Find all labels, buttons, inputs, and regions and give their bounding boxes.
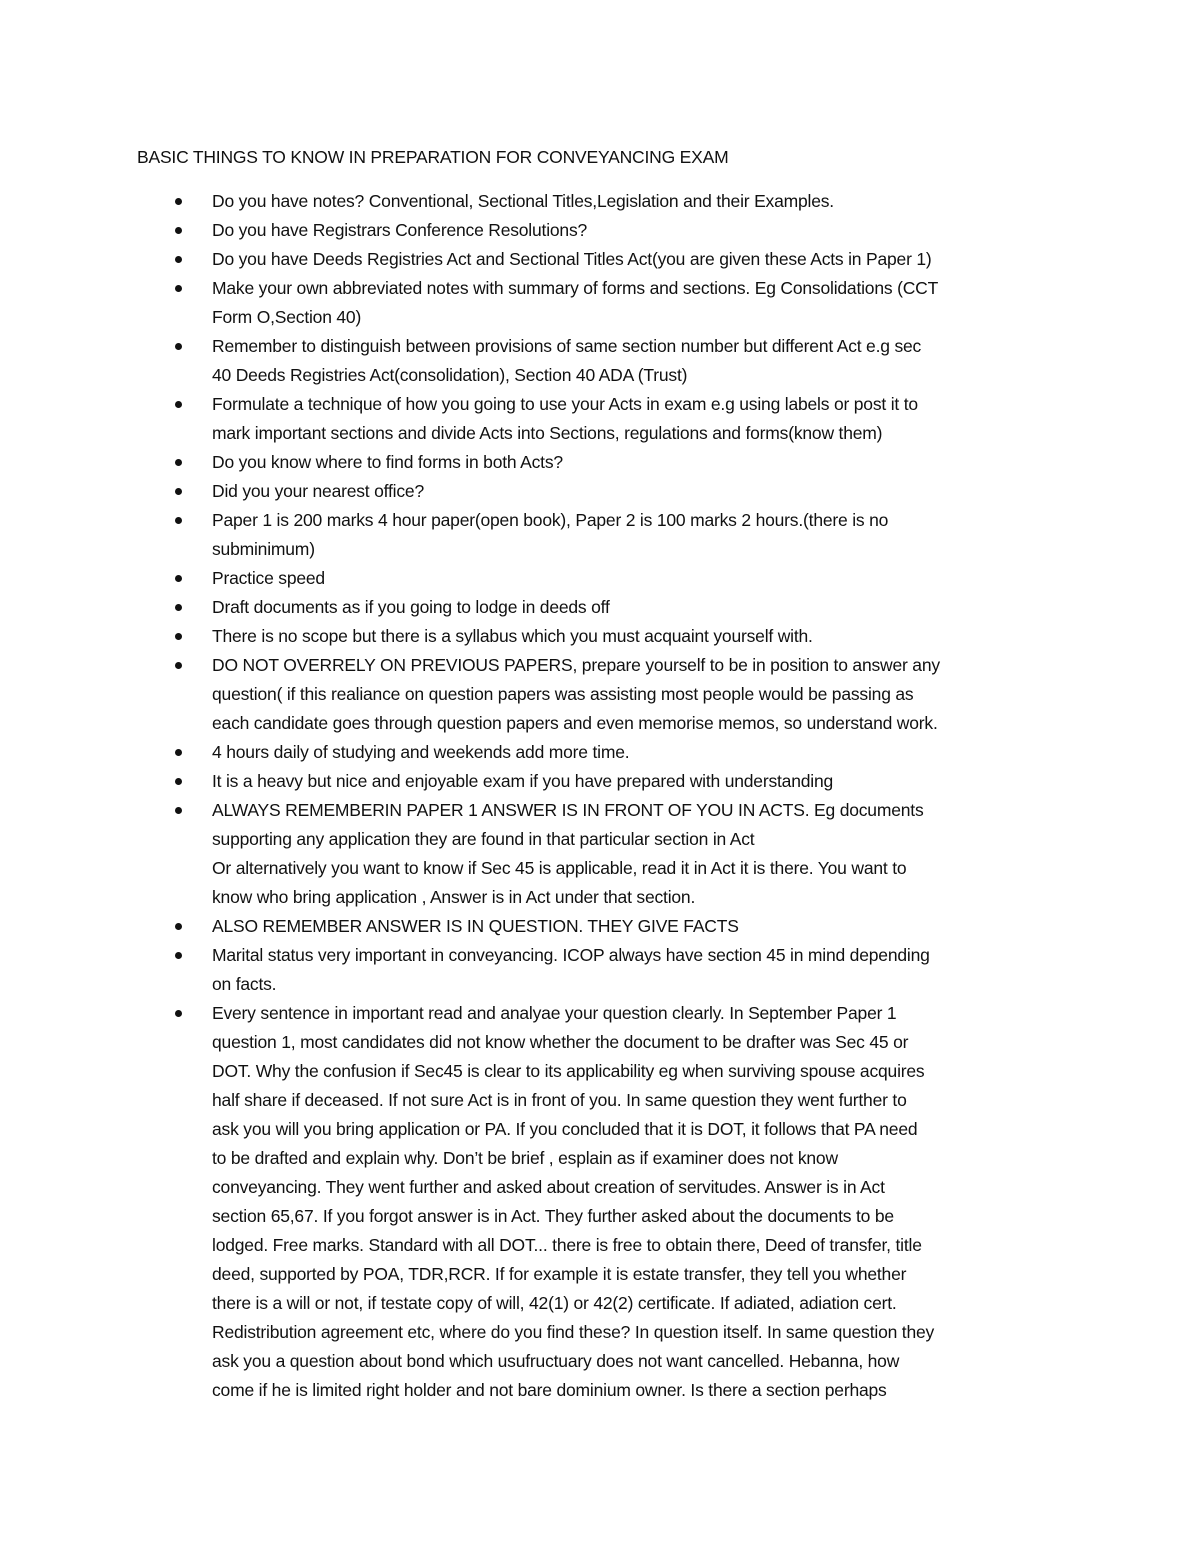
list-item-text-line: Do you know where to find forms in both Acts? xyxy=(212,452,563,472)
bullet-icon xyxy=(175,401,182,408)
list-item xyxy=(137,216,1072,245)
list-item-text-line: Do you have Registrars Conference Resolutions? xyxy=(212,220,588,240)
list-item-text-line: half share if deceased. If not sure Act is in front of you. In same question they went further to xyxy=(212,1090,907,1110)
list-item-text-line: ALWAYS REMEMBERIN PAPER 1 ANSWER IS IN FRONT OF YOU IN ACTS. Eg documents xyxy=(212,800,924,820)
list-item-text-line: deed, supported by POA, TDR,RCR. If for example it is estate transfer, they tell you whether xyxy=(212,1264,907,1284)
list-item xyxy=(137,999,1072,1405)
list-item-text-line: Redistribution agreement etc, where do you find these? In question itself. In same question they xyxy=(212,1322,935,1342)
list-item xyxy=(137,622,1072,651)
list-item-text-line: come if he is limited right holder and not bare dominium owner. Is there a section perhaps xyxy=(212,1380,887,1400)
bullet-icon xyxy=(175,1010,182,1017)
list-item xyxy=(137,245,1072,274)
list-item-text-line: Do you have Deeds Registries Act and Sectional Titles Act(you are given these Acts in Paper 1) xyxy=(212,249,932,269)
list-item-text-line: on facts. xyxy=(212,974,277,994)
bullet-icon xyxy=(175,256,182,263)
list-item-text-line: Do you have notes? Conventional, Sectional Titles,Legislation and their Examples. xyxy=(212,191,834,211)
bullet-icon xyxy=(175,923,182,930)
list-item-text-line: Practice speed xyxy=(212,568,325,588)
list-item xyxy=(137,941,1072,999)
list-item-text-line: DOT. Why the confusion if Sec45 is clear to its applicability eg when surviving spouse acquires xyxy=(212,1061,925,1081)
bullet-icon xyxy=(175,227,182,234)
list-item-text-line: Formulate a technique of how you going to use your Acts in exam e.g using labels or post it to xyxy=(212,394,918,414)
list-item-text-line: Make your own abbreviated notes with summary of forms and sections. Eg Consolidations (CCT xyxy=(212,278,939,298)
list-item xyxy=(137,651,1072,738)
bullet-icon xyxy=(175,807,182,814)
list-item-text-line: know who bring application , Answer is in Act under that section. xyxy=(212,887,696,907)
list-item xyxy=(137,796,1072,912)
bullet-icon xyxy=(175,343,182,350)
list-item-text-line: Form O,Section 40) xyxy=(212,307,362,327)
bullet-icon xyxy=(175,198,182,205)
list-item-text-line: to be drafted and explain why. Don’t be brief , esplain as if examiner does not know xyxy=(212,1148,838,1168)
list-item xyxy=(137,187,1072,216)
list-item xyxy=(137,506,1072,564)
list-item-text-line: Remember to distinguish between provisions of same section number but different Act e.g sec xyxy=(212,336,922,356)
list-item xyxy=(137,912,1072,941)
list-item xyxy=(137,593,1072,622)
list-item xyxy=(137,564,1072,593)
list-item-text-line: ask you a question about bond which usufructuary does not want cancelled. Hebanna, how xyxy=(212,1351,900,1371)
list-item xyxy=(137,738,1072,767)
list-item-text-line: question( if this realiance on question papers was assisting most people would be passing as xyxy=(212,684,914,704)
bullet-icon xyxy=(175,778,182,785)
document-title: BASIC THINGS TO KNOW IN PREPARATION FOR CONVEYANCING EXAM xyxy=(137,147,729,167)
list-item-text-line: DO NOT OVERRELY ON PREVIOUS PAPERS, prepare yourself to be in position to answer any xyxy=(212,655,940,675)
list-item-text-line: question 1, most candidates did not know whether the document to be drafter was Sec 45 or xyxy=(212,1032,909,1052)
list-item-text-line: 40 Deeds Registries Act(consolidation), Section 40 ADA (Trust) xyxy=(212,365,688,385)
list-item-text-line: ask you will you bring application or PA. If you concluded that it is DOT, it follows that PA need xyxy=(212,1119,918,1139)
list-item-text-line: each candidate goes through question papers and even memorise memos, so understand work. xyxy=(212,713,938,733)
list-item-text-line: Marital status very important in conveyancing. ICOP always have section 45 in mind depending xyxy=(212,945,930,965)
list-item-text-line: subminimum) xyxy=(212,539,315,559)
list-item-text-line: ALSO REMEMBER ANSWER IS IN QUESTION. THEY GIVE FACTS xyxy=(212,916,739,936)
bullet-list xyxy=(137,187,1072,1405)
list-item-text-line: 4 hours daily of studying and weekends add more time. xyxy=(212,742,630,762)
list-item xyxy=(137,477,1072,506)
list-item xyxy=(137,274,1072,332)
bullet-icon xyxy=(175,517,182,524)
list-item-text-line: Draft documents as if you going to lodge in deeds off xyxy=(212,597,610,617)
list-item-text-line: supporting any application they are found in that particular section in Act xyxy=(212,829,755,849)
bullet-icon xyxy=(175,633,182,640)
list-item-text-line: There is no scope but there is a syllabus which you must acquaint yourself with. xyxy=(212,626,813,646)
bullet-icon xyxy=(175,488,182,495)
list-item xyxy=(137,767,1072,796)
list-item-text-line: Did you your nearest office? xyxy=(212,481,424,501)
list-item-text-line: Every sentence in important read and analyae your question clearly. In September Paper 1 xyxy=(212,1003,897,1023)
list-item-text-line: Paper 1 is 200 marks 4 hour paper(open book), Paper 2 is 100 marks 2 hours.(there is no xyxy=(212,510,889,530)
list-item-text-line: section 65,67. If you forgot answer is in Act. They further asked about the documents to be xyxy=(212,1206,894,1226)
list-item-text-line: there is a will or not, if testate copy of will, 42(1) or 42(2) certificate. If adiated, adiation cert. xyxy=(212,1293,897,1313)
bullet-icon xyxy=(175,952,182,959)
list-item xyxy=(137,448,1072,477)
bullet-icon xyxy=(175,285,182,292)
list-item-text-line: lodged. Free marks. Standard with all DOT... there is free to obtain there, Deed of transfer, title xyxy=(212,1235,922,1255)
bullet-icon xyxy=(175,749,182,756)
list-item-text-line: It is a heavy but nice and enjoyable exam if you have prepared with understanding xyxy=(212,771,834,791)
list-item-text-line: conveyancing. They went further and asked about creation of servitudes. Answer is in Act xyxy=(212,1177,885,1197)
list-item-text-line: mark important sections and divide Acts into Sections, regulations and forms(know them) xyxy=(212,423,883,443)
bullet-icon xyxy=(175,459,182,466)
bullet-icon xyxy=(175,575,182,582)
list-item xyxy=(137,332,1072,390)
bullet-icon xyxy=(175,662,182,669)
list-item xyxy=(137,390,1072,448)
bullet-icon xyxy=(175,604,182,611)
list-item-text-line: Or alternatively you want to know if Sec 45 is applicable, read it in Act it is there. You want to xyxy=(212,858,907,878)
